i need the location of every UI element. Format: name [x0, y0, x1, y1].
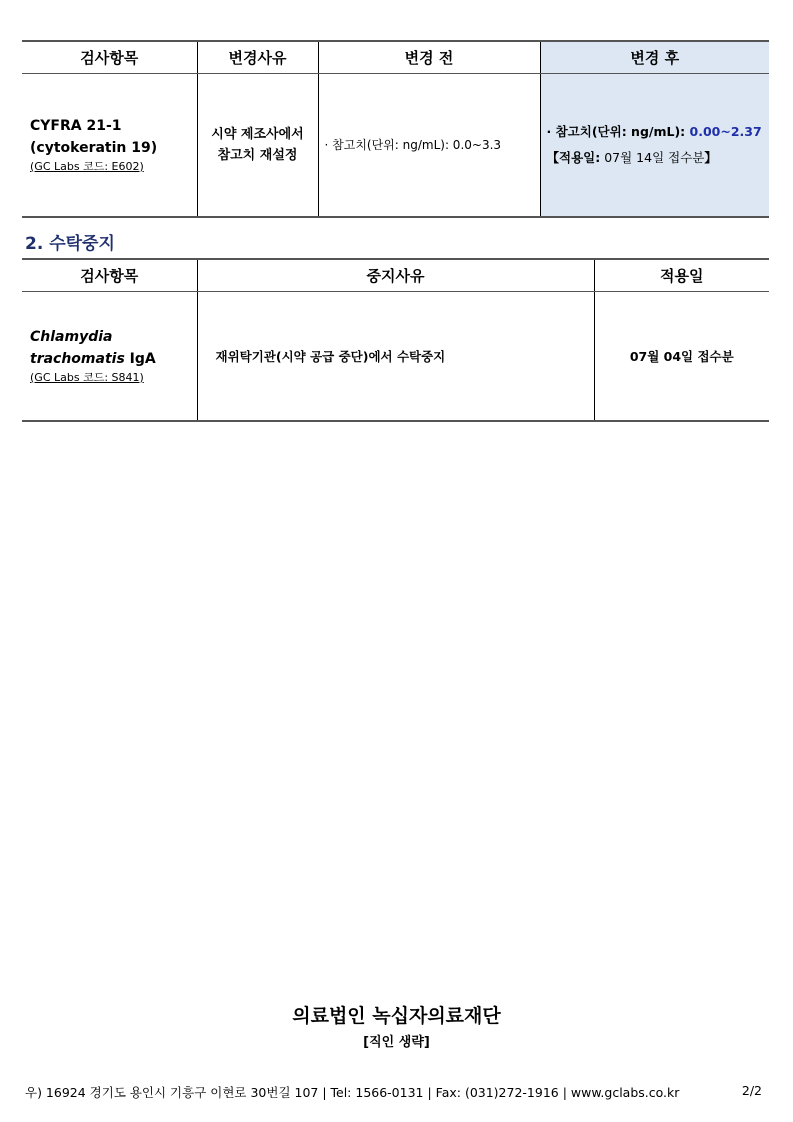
- header-before: 변경 전: [318, 41, 540, 74]
- table-header-row: [22, 259, 769, 292]
- header-stop-reason: 중지사유: [197, 259, 594, 292]
- apply-date-cell: 07월 04일 접수분: [594, 292, 769, 421]
- section-title: 2. 수탁중지: [25, 234, 115, 254]
- organism-genus: Chlamydia: [30, 328, 113, 345]
- before-value-cell: · 참고치(단위: ng/mL): 0.0~3.3: [318, 74, 540, 217]
- table-row: [22, 74, 769, 217]
- organization-name: 의료법인 녹십자의료재단: [292, 1005, 501, 1027]
- after-reference-value: 0.00~2.37: [689, 123, 762, 139]
- test-item-name: CYFRA 21-1: [30, 117, 122, 134]
- after-reference-line: [547, 119, 770, 145]
- test-item-suffix: IgA: [124, 350, 156, 367]
- organism-species: trachomatis: [30, 350, 125, 367]
- after-reference-label: · 참고치(단위: ng/mL):: [546, 123, 690, 139]
- header-change-reason: 변경사유: [197, 41, 318, 74]
- change-reason-cell: [197, 74, 318, 217]
- after-value-cell: [540, 74, 769, 217]
- seal-omitted-note: [직인 생략]: [363, 1035, 430, 1050]
- header-after: 변경 후: [540, 41, 769, 74]
- apply-date-value: 07월 14일 접수분: [600, 149, 705, 165]
- apply-date-close: 】: [704, 149, 717, 165]
- change-reason-line1: 시약 제조사에서: [211, 126, 304, 142]
- test-item-code: (GC Labs 코드: S841): [30, 370, 144, 384]
- header-test-item: 검사항목: [22, 259, 197, 292]
- test-item-name-cont: [30, 348, 197, 370]
- test-item-subname: (cytokeratin 19): [30, 139, 158, 156]
- test-item-name: [30, 326, 197, 348]
- test-item-code: (GC Labs 코드: E602): [30, 159, 144, 173]
- stop-reason-cell: 재위탁기관(시약 공급 중단)에서 수탁중지: [197, 292, 594, 421]
- header-apply-date: 적용일: [594, 259, 769, 292]
- page-number: 2/2: [741, 1083, 762, 1098]
- test-item-cell: [22, 292, 197, 421]
- change-reason-line2: 참고치 재설정: [217, 147, 298, 163]
- footer-contact: 우) 16924 경기도 용인시 기흥구 이현로 30번길 107 | Tel: 1566-0131 | Fax: (031)272-1916 | www.gclabs.co.kr: [25, 1085, 680, 1100]
- discontinued-table: [22, 258, 769, 422]
- apply-date-label: 【적용일:: [546, 149, 601, 165]
- header-test-item: 검사항목: [22, 41, 197, 74]
- table-header-row: [22, 41, 769, 74]
- reference-change-table: [22, 40, 769, 218]
- after-apply-date-line: [547, 145, 770, 171]
- table-row: [22, 292, 769, 421]
- test-item-cell: [22, 74, 197, 217]
